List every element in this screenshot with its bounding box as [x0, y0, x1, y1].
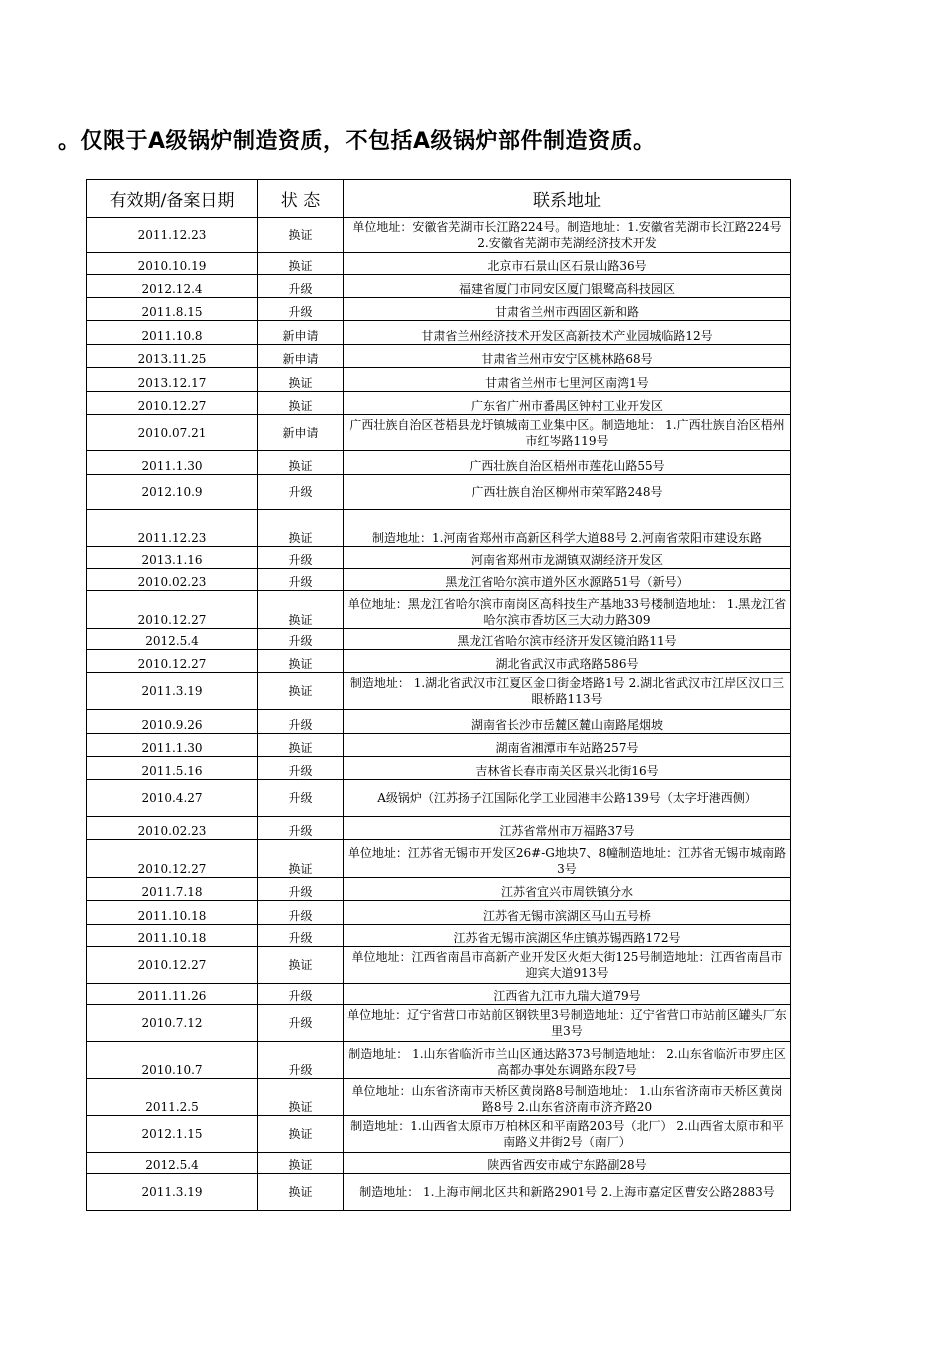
table-row: [87, 591, 791, 629]
table-row: [87, 1042, 791, 1079]
status-cell-text: 升级: [288, 791, 313, 805]
table-row: [87, 275, 791, 298]
date-cell: [87, 392, 258, 415]
date-cell: [87, 878, 258, 901]
table-row: [87, 984, 791, 1005]
status-cell-text: 换证: [288, 459, 313, 473]
date-cell: [87, 1116, 258, 1153]
table-row: [87, 253, 791, 275]
address-cell: [344, 1116, 791, 1153]
address-cell: [344, 878, 791, 901]
status-cell: [258, 569, 344, 591]
address-cell: [344, 345, 791, 368]
date-cell-text: 2012.12.4: [141, 282, 203, 296]
status-cell-text: 换证: [288, 741, 313, 755]
address-cell-text: 广西壮族自治区梧州市莲花山路55号: [469, 459, 665, 473]
table-row: [87, 415, 791, 451]
address-cell-text: 单位地址：安徽省芜湖市长江路224号。制造地址：1.安徽省芜湖市长江路224号 2.安徽省芜湖市芜湖经济技术开发: [352, 220, 782, 250]
date-cell-text: 2011.1.30: [141, 459, 203, 473]
date-cell-text: 2011.12.23: [137, 531, 207, 545]
address-cell-text: 单位地址：黑龙江省哈尔滨市南岗区高科技生产基地33号楼制造地址： 1.黑龙江省哈尔滨市香坊区三大动力路309: [347, 597, 787, 627]
date-cell-text: 2012.1.15: [141, 1127, 203, 1141]
table-row: [87, 629, 791, 650]
status-cell-text: 升级: [288, 634, 313, 648]
date-cell: [87, 840, 258, 878]
address-cell: [344, 451, 791, 475]
address-cell-text: 制造地址： 1.湖北省武汉市江夏区金口街金塔路1号 2.湖北省武汉市江岸区汉口三眼桥路113号: [349, 676, 785, 706]
address-cell-text: 河南省郑州市龙湖镇双湖经济开发区: [470, 553, 663, 567]
date-cell-text: 2011.5.16: [141, 764, 203, 778]
header-address: 联系地址: [344, 180, 791, 218]
address-cell: [344, 947, 791, 984]
status-cell-text: 换证: [288, 1185, 313, 1199]
address-cell-text: 湖南省湘潭市车站路257号: [495, 741, 639, 755]
date-cell: [87, 415, 258, 451]
date-cell-text: 2011.8.15: [141, 305, 203, 319]
address-cell-text: 北京市石景山区石景山路36号: [487, 259, 647, 273]
status-cell-text: 升级: [288, 1016, 313, 1030]
address-cell-text: 黑龙江省哈尔滨市道外区水源路51号（新号）: [445, 575, 689, 589]
date-cell-text: 2011.11.26: [137, 989, 207, 1003]
address-cell-text: 单位地址：江苏省无锡市开发区26#-G地块7、8幢制造地址：江苏省无锡市城南路3号: [347, 846, 787, 876]
address-cell-text: 甘肃省兰州市安宁区桃林路68号: [481, 352, 653, 366]
status-cell-text: 换证: [288, 613, 313, 627]
status-cell: [258, 629, 344, 650]
address-cell: [344, 1079, 791, 1116]
date-cell: [87, 1079, 258, 1116]
table-row: [87, 392, 791, 415]
status-cell: [258, 547, 344, 569]
status-cell: [258, 757, 344, 780]
address-cell-text: 广西壮族自治区苍梧县龙圩镇城南工业集中区。制造地址： 1.广西壮族自治区梧州市红岑路119号: [349, 417, 785, 448]
date-cell: [87, 757, 258, 780]
address-cell-text: 甘肃省兰州市西固区新和路: [494, 305, 639, 319]
address-cell: [344, 650, 791, 673]
address-cell-text: 甘肃省兰州经济技术开发区高新技术产业园城临路12号: [421, 329, 713, 343]
date-cell-text: 2010.12.27: [137, 613, 207, 627]
status-cell: [258, 817, 344, 840]
date-cell: [87, 1005, 258, 1042]
status-cell-text: 升级: [288, 909, 313, 923]
status-cell: [258, 1174, 344, 1211]
date-cell-text: 2011.10.18: [137, 931, 207, 945]
date-cell-text: 2010.12.27: [137, 958, 207, 972]
date-cell: [87, 817, 258, 840]
address-cell: [344, 1005, 791, 1042]
status-cell-text: 升级: [288, 931, 313, 945]
date-cell-text: 2010.12.27: [137, 657, 207, 671]
address-cell: [344, 734, 791, 757]
status-cell-text: 换证: [288, 399, 313, 413]
table-row: [87, 947, 791, 984]
status-cell: [258, 1042, 344, 1079]
date-cell: [87, 345, 258, 368]
address-cell: [344, 510, 791, 547]
address-cell: [344, 547, 791, 569]
status-cell: [258, 253, 344, 275]
address-cell: [344, 1042, 791, 1079]
date-cell: [87, 901, 258, 925]
status-cell: [258, 321, 344, 345]
address-cell-text: 江西省九江市九瑞大道79号: [493, 989, 641, 1003]
table-row: [87, 1079, 791, 1116]
date-cell: [87, 591, 258, 629]
status-cell: [258, 840, 344, 878]
table-row: [87, 710, 791, 734]
header-row: [87, 180, 791, 218]
date-cell: [87, 710, 258, 734]
table-row: [87, 510, 791, 547]
status-cell-text: 新申请: [282, 352, 319, 366]
status-cell: [258, 392, 344, 415]
address-cell: [344, 817, 791, 840]
date-cell-text: 2011.7.18: [141, 885, 203, 899]
status-cell: [258, 415, 344, 451]
address-cell: [344, 253, 791, 275]
address-cell: [344, 840, 791, 878]
status-cell-text: 换证: [288, 531, 313, 545]
table-row: [87, 878, 791, 901]
status-cell-text: 换证: [288, 376, 313, 390]
status-cell-text: 换证: [288, 228, 313, 242]
date-cell-text: 2011.12.23: [137, 228, 207, 242]
status-cell: [258, 710, 344, 734]
date-cell-text: 2010.07.21: [137, 425, 207, 440]
status-cell-text: 换证: [288, 862, 313, 876]
address-cell-text: 广东省广州市番禺区钟村工业开发区: [470, 399, 663, 413]
address-cell: [344, 780, 791, 817]
address-cell: [344, 415, 791, 451]
status-cell: [258, 451, 344, 475]
status-cell-text: 换证: [288, 259, 313, 273]
date-cell: [87, 275, 258, 298]
date-cell: [87, 368, 258, 392]
address-cell-text: 陕西省西安市咸宁东路副28号: [487, 1158, 647, 1172]
status-cell-text: 升级: [288, 764, 313, 778]
address-cell: [344, 392, 791, 415]
table-row: [87, 321, 791, 345]
address-cell: [344, 984, 791, 1005]
address-cell-text: 制造地址：1.山西省太原市万柏林区和平南路203号（北厂） 2.山西省太原市和平南路义井街2号（南厂）: [350, 1119, 784, 1149]
status-cell-text: 升级: [288, 718, 313, 732]
date-cell-text: 2012.5.4: [145, 634, 199, 648]
date-cell: [87, 298, 258, 321]
date-cell: [87, 947, 258, 984]
address-cell: [344, 218, 791, 253]
header-status: 状 态: [258, 180, 344, 218]
address-cell-text: 福建省厦门市同安区厦门银鹭高科技园区: [458, 282, 675, 296]
status-cell-text: 换证: [288, 684, 313, 698]
address-cell-text: 制造地址： 1.山东省临沂市兰山区通达路373号制造地址： 2.山东省临沂市罗庄区高都办事处东调路东段7号: [348, 1047, 786, 1077]
date-cell: [87, 1174, 258, 1211]
table-row: [87, 650, 791, 673]
status-cell-text: 新申请: [282, 329, 319, 343]
address-cell: [344, 475, 791, 510]
address-cell-text: 湖南省长沙市岳麓区麓山南路尾烟坡: [470, 718, 663, 732]
table-row: [87, 451, 791, 475]
status-cell-text: 换证: [288, 1158, 313, 1172]
notice-banner: 。仅限于A级锅炉制造资质，不包括A级锅炉部件制造资质。: [58, 129, 656, 154]
address-cell-text: 江苏省宜兴市周铁镇分水: [500, 885, 633, 899]
table-row: [87, 569, 791, 591]
address-cell-text: 湖北省武汉市武珞路586号: [495, 657, 639, 671]
address-cell: [344, 673, 791, 710]
address-cell: [344, 321, 791, 345]
address-cell: [344, 591, 791, 629]
address-cell-text: A级锅炉（江苏扬子江国际化学工业园港丰公路139号（太字圩港西侧）: [377, 791, 757, 805]
table-row: [87, 673, 791, 710]
table-row: [87, 925, 791, 947]
table-row: [87, 901, 791, 925]
date-cell-text: 2012.10.9: [141, 485, 203, 499]
status-cell: [258, 298, 344, 321]
status-cell: [258, 345, 344, 368]
address-cell: [344, 368, 791, 392]
status-cell: [258, 947, 344, 984]
address-cell-text: 吉林省长春市南关区景兴北街16号: [475, 764, 659, 778]
status-cell-text: 升级: [288, 485, 313, 499]
date-cell-text: 2010.02.23: [137, 824, 207, 838]
address-cell-text: 单位地址：辽宁省营口市站前区钢铁里3号制造地址：辽宁省营口市站前区罐头厂东里3号: [347, 1008, 787, 1038]
address-cell-text: 单位地址：江西省南昌市高新产业开发区火炬大街125号制造地址：江西省南昌市迎宾大道913号: [351, 950, 783, 980]
table-row: [87, 734, 791, 757]
table-row: [87, 780, 791, 817]
table-row: [87, 817, 791, 840]
status-cell: [258, 368, 344, 392]
status-cell-text: 升级: [288, 282, 313, 296]
date-cell: [87, 547, 258, 569]
status-cell: [258, 984, 344, 1005]
table-row: [87, 298, 791, 321]
status-cell: [258, 901, 344, 925]
address-cell-text: 江苏省无锡市滨湖区马山五号桥: [482, 909, 651, 923]
status-cell-text: 换证: [288, 657, 313, 671]
date-cell: [87, 321, 258, 345]
date-cell-text: 2013.12.17: [137, 376, 207, 390]
date-cell: [87, 984, 258, 1005]
status-cell: [258, 1005, 344, 1042]
status-cell: [258, 925, 344, 947]
date-cell-text: 2010.12.27: [137, 399, 207, 413]
status-cell-text: 升级: [288, 885, 313, 899]
table-row: [87, 547, 791, 569]
registry-table: [86, 179, 791, 1211]
table-row: [87, 345, 791, 368]
status-cell: [258, 1116, 344, 1153]
address-cell: [344, 925, 791, 947]
date-cell: [87, 1042, 258, 1079]
status-cell-text: 升级: [288, 305, 313, 319]
address-cell-text: 江苏省常州市万福路37号: [499, 824, 635, 838]
table-row: [87, 1174, 791, 1211]
table-row: [87, 757, 791, 780]
address-cell-text: 江苏省无锡市滨湖区华庄镇苏锡西路172号: [453, 931, 681, 945]
address-cell: [344, 298, 791, 321]
table-body: [87, 218, 791, 1211]
date-cell: [87, 780, 258, 817]
status-cell-text: 换证: [288, 1100, 313, 1114]
date-cell: [87, 673, 258, 710]
date-cell-text: 2013.11.25: [137, 352, 207, 366]
address-cell: [344, 629, 791, 650]
address-cell-text: 单位地址：山东省济南市天桥区黄岗路8号制造地址： 1.山东省济南市天桥区黄岗路8号 2.山东省济南市济齐路20: [351, 1084, 783, 1114]
status-cell: [258, 591, 344, 629]
date-cell-text: 2010.02.23: [137, 575, 207, 589]
date-cell-text: 2011.3.19: [141, 1185, 203, 1199]
table-row: [87, 840, 791, 878]
status-cell-text: 升级: [288, 575, 313, 589]
table-row: [87, 368, 791, 392]
date-cell-text: 2013.1.16: [141, 553, 203, 567]
date-cell-text: 2010.7.12: [141, 1016, 203, 1030]
address-cell-text: 甘肃省兰州市七里河区南湾1号: [485, 376, 649, 390]
status-cell: [258, 275, 344, 298]
address-cell-text: 制造地址：1.河南省郑州市高新区科学大道88号 2.河南省荥阳市建设东路: [372, 531, 762, 545]
address-cell: [344, 1174, 791, 1211]
status-cell-text: 升级: [288, 989, 313, 1003]
date-cell-text: 2012.5.4: [145, 1158, 199, 1172]
status-cell: [258, 510, 344, 547]
table-row: [87, 1153, 791, 1174]
address-cell: [344, 710, 791, 734]
date-cell-text: 2010.10.19: [137, 259, 207, 273]
status-cell: [258, 475, 344, 510]
status-cell-text: 换证: [288, 958, 313, 972]
address-cell-text: 广西壮族自治区柳州市荣军路248号: [471, 485, 663, 499]
date-cell-text: 2010.10.7: [141, 1063, 203, 1077]
address-cell-text: 制造地址： 1.上海市闸北区共和新路2901号 2.上海市嘉定区曹安公路2883号: [359, 1185, 775, 1199]
status-cell: [258, 734, 344, 757]
date-cell-text: 2011.10.8: [141, 329, 203, 343]
date-cell: [87, 1153, 258, 1174]
date-cell: [87, 510, 258, 547]
date-cell: [87, 569, 258, 591]
address-cell-text: 黑龙江省哈尔滨市经济开发区镜泊路11号: [457, 634, 677, 648]
status-cell: [258, 218, 344, 253]
date-cell-text: 2011.3.19: [141, 684, 203, 698]
status-cell-text: 换证: [288, 1127, 313, 1141]
address-cell: [344, 569, 791, 591]
date-cell: [87, 253, 258, 275]
date-cell-text: 2011.2.5: [145, 1100, 199, 1114]
date-cell: [87, 629, 258, 650]
table-row: [87, 475, 791, 510]
date-cell: [87, 218, 258, 253]
status-cell: [258, 780, 344, 817]
date-cell: [87, 650, 258, 673]
date-cell: [87, 734, 258, 757]
date-cell: [87, 451, 258, 475]
date-cell-text: 2011.10.18: [137, 909, 207, 923]
status-cell-text: 升级: [288, 553, 313, 567]
date-cell-text: 2011.1.30: [141, 741, 203, 755]
status-cell-text: 新申请: [282, 425, 319, 440]
status-cell: [258, 878, 344, 901]
header-date: 有效期/备案日期: [87, 180, 258, 218]
status-cell: [258, 1153, 344, 1174]
status-cell: [258, 1079, 344, 1116]
status-cell-text: 升级: [288, 1063, 313, 1077]
date-cell-text: 2010.9.26: [141, 718, 203, 732]
date-cell-text: 2010.12.27: [137, 862, 207, 876]
address-cell: [344, 901, 791, 925]
table-row: [87, 218, 791, 253]
table-row: [87, 1005, 791, 1042]
address-cell: [344, 275, 791, 298]
address-cell: [344, 757, 791, 780]
table-row: [87, 1116, 791, 1153]
address-cell: [344, 1153, 791, 1174]
date-cell-text: 2010.4.27: [141, 791, 203, 805]
status-cell: [258, 650, 344, 673]
date-cell: [87, 925, 258, 947]
date-cell: [87, 475, 258, 510]
status-cell-text: 升级: [288, 824, 313, 838]
status-cell: [258, 673, 344, 710]
